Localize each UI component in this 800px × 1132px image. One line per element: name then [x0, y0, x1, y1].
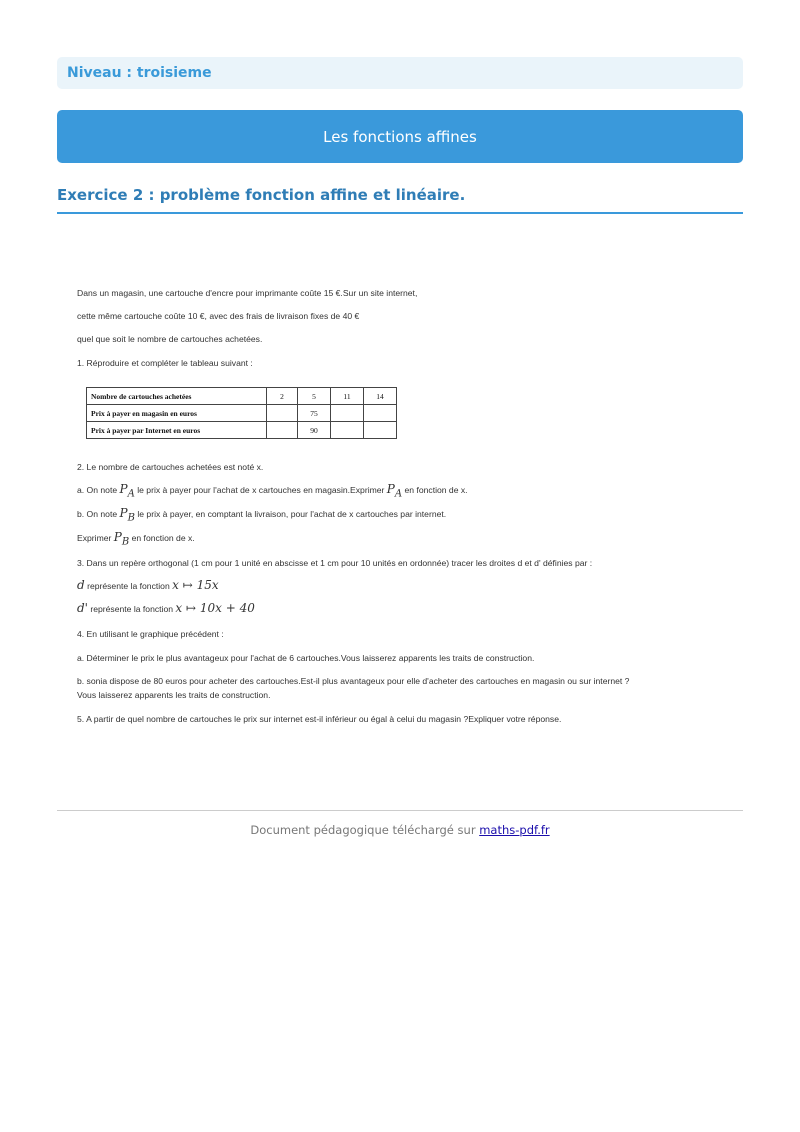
table-cell [364, 405, 397, 422]
footer [57, 823, 743, 837]
math-pa: $P_A$ [119, 482, 135, 500]
math-pb: $P_B$ [119, 506, 135, 524]
title-divider [57, 212, 743, 214]
table-cell [364, 422, 397, 439]
table-cell [331, 405, 364, 422]
question-2b: b. On note $P_B$ le prix à payer, en comptant la livraison, pour l'achat de x cartouches par internet. [77, 506, 447, 524]
table-cell [267, 422, 298, 439]
intro-line-1: Dans un magasin, une cartouche d'encre pour imprimante coûte 15 €.Sur un site internet, [77, 288, 418, 298]
intro-line-3: quel que soit le nombre de cartouches achetées. [77, 334, 263, 344]
table-row-label: Prix à payer en magasin en euros [87, 405, 267, 422]
table-row [87, 405, 397, 422]
math-pb: $P_B$ [113, 530, 130, 548]
level-label: Niveau : troisieme [57, 57, 743, 89]
table-row [87, 422, 397, 439]
question-3: 3. Dans un repère orthogonal (1 cm pour 1 unité en abscisse et 1 cm pour 10 unités en ordonnée) tracer les droites d et d' définies par : [77, 558, 593, 568]
footer-divider [57, 810, 743, 811]
table-cell [267, 405, 298, 422]
footer-link[interactable]: maths-pdf.fr [479, 823, 550, 837]
math-pa: $P_A$ [386, 482, 403, 500]
question-2: 2. Le nombre de cartouches achetées est noté x. [77, 462, 264, 472]
question-2b-express: Exprimer $P_B$ en fonction de x. [77, 530, 195, 548]
exercise-title: Exercice 2 : problème fonction affine et linéaire. [57, 186, 466, 204]
topic-title: Les fonctions affines [323, 127, 477, 146]
question-1: 1. Réproduire et compléter le tableau suivant : [77, 358, 253, 368]
question-4: 4. En utilisant le graphique précédent : [77, 629, 224, 639]
line-dprime-definition: d' représente la fonction x ↦ 10x + 40 [77, 601, 255, 615]
footer-text: Document pédagogique téléchargé sur [250, 823, 476, 837]
table-cell: 90 [298, 422, 331, 439]
topic-banner [57, 110, 743, 163]
question-4a: a. Déterminer le prix le plus avantageux pour l'achat de 6 cartouches.Vous laisserez apparents les traits de construction. [77, 653, 535, 663]
table-header-label: Nombre de cartouches achetées [87, 388, 267, 405]
table-col-header: 5 [298, 388, 331, 405]
intro-line-2: cette même cartouche coûte 10 €, avec des frais de livraison fixes de 40 € [77, 311, 360, 321]
table-row-label: Prix à payer par Internet en euros [87, 422, 267, 439]
table-col-header: 2 [267, 388, 298, 405]
table-cell: 75 [298, 405, 331, 422]
price-table [86, 387, 397, 439]
question-2a: a. On note $P_A$ le prix à payer pour l'achat de x cartouches en magasin.Exprimer $P_A$ en fonction de x. [77, 482, 468, 500]
line-d-definition: d représente la fonction x ↦ 15x [77, 578, 219, 592]
question-4b-line-2: Vous laisserez apparents les traits de construction. [77, 690, 271, 700]
table-cell [331, 422, 364, 439]
question-5: 5. A partir de quel nombre de cartouches le prix sur internet est-il inférieur ou égal à celui du magasin ?Expliquer votre réponse. [77, 714, 562, 724]
question-4b-line-1: b. sonia dispose de 80 euros pour acheter des cartouches.Est-il plus avantageux pour elle d'acheter des cartouches en magasin ou sur internet ? [77, 676, 630, 686]
table-header-row [87, 388, 397, 405]
table-col-header: 11 [331, 388, 364, 405]
table-col-header: 14 [364, 388, 397, 405]
